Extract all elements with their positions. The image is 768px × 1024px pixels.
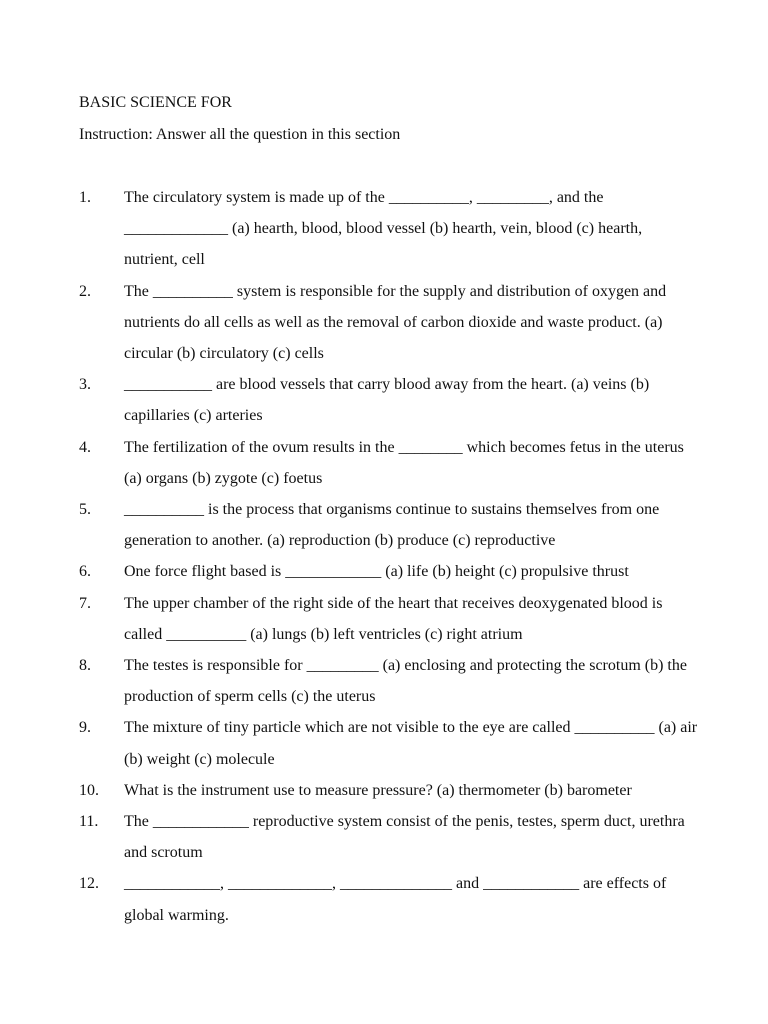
question-item bbox=[79, 556, 699, 587]
question-item bbox=[79, 775, 699, 806]
question-text: What is the instrument use to measure pressure? (a) thermometer (b) barometer bbox=[124, 781, 632, 799]
question-number: 1. bbox=[79, 189, 91, 206]
question-number: 5. bbox=[79, 501, 91, 519]
question-item bbox=[79, 868, 699, 930]
question-number: 9. bbox=[79, 719, 91, 737]
question-text: The mixture of tiny particle which are not visible to the eye are called __________ (a) air (b) weight (c) molecule bbox=[124, 719, 698, 768]
question-item bbox=[79, 369, 699, 431]
question-number: 8. bbox=[79, 657, 91, 675]
question-text: __________ is the process that organisms continue to sustains themselves from one generation to another. (a) reproduction (b) produce (c) reproductive bbox=[124, 501, 660, 550]
instruction-text: Instruction: Answer all the question in this section bbox=[79, 126, 401, 143]
question-text: ___________ are blood vessels that carry blood away from the heart. (a) veins (b) capillaries (c) arteries bbox=[124, 376, 650, 425]
question-number: 3. bbox=[79, 376, 91, 394]
question-text: The fertilization of the ovum results in the ________ which becomes fetus in the uterus (a) organs (b) zygote (c) foetus bbox=[124, 438, 684, 487]
question-item bbox=[79, 650, 699, 712]
question-number: 10. bbox=[79, 781, 99, 799]
question-text: The __________ system is responsible for the supply and distribution of oxygen and nutrients do all cells as well as the removal of carbon dioxide and waste product. (a) circular (b) circulatory (c) cells bbox=[124, 282, 667, 363]
question-text: The ____________ reproductive system consist of the penis, testes, sperm duct, urethra and scrotum bbox=[124, 813, 685, 862]
question-item bbox=[79, 276, 699, 370]
question-number: 12. bbox=[79, 875, 99, 893]
question-number: 4. bbox=[79, 438, 91, 456]
question-text: One force flight based is ____________ (a) life (b) height (c) propulsive thrust bbox=[124, 563, 629, 581]
question-number: 2. bbox=[79, 282, 91, 300]
question-item bbox=[79, 588, 699, 650]
question-item bbox=[79, 182, 699, 276]
question-list bbox=[79, 182, 699, 931]
question-item bbox=[79, 494, 699, 556]
question-number: 6. bbox=[79, 563, 91, 581]
question-item bbox=[79, 806, 699, 868]
question-number: 7. bbox=[79, 594, 91, 612]
question-item bbox=[79, 432, 699, 494]
document-title: BASIC SCIENCE FOR bbox=[79, 94, 232, 111]
question-text: ____________, _____________, ______________ and ____________ are effects of global warming. bbox=[124, 875, 667, 924]
question-text: The upper chamber of the right side of the heart that receives deoxygenated blood is called __________ (a) lungs (b) left ventricles (c) right atrium bbox=[124, 594, 663, 643]
question-item bbox=[79, 712, 699, 774]
question-text: The testes is responsible for _________ (a) enclosing and protecting the scrotum (b) the production of sperm cells (c) the uterus bbox=[124, 657, 687, 706]
question-text: The circulatory system is made up of the __________, _________, and the _____________ (a) hearth, blood, blood vessel (b) hearth, vein, blood (c) hearth, nutrient, cell bbox=[124, 189, 643, 269]
question-number: 11. bbox=[79, 813, 99, 831]
